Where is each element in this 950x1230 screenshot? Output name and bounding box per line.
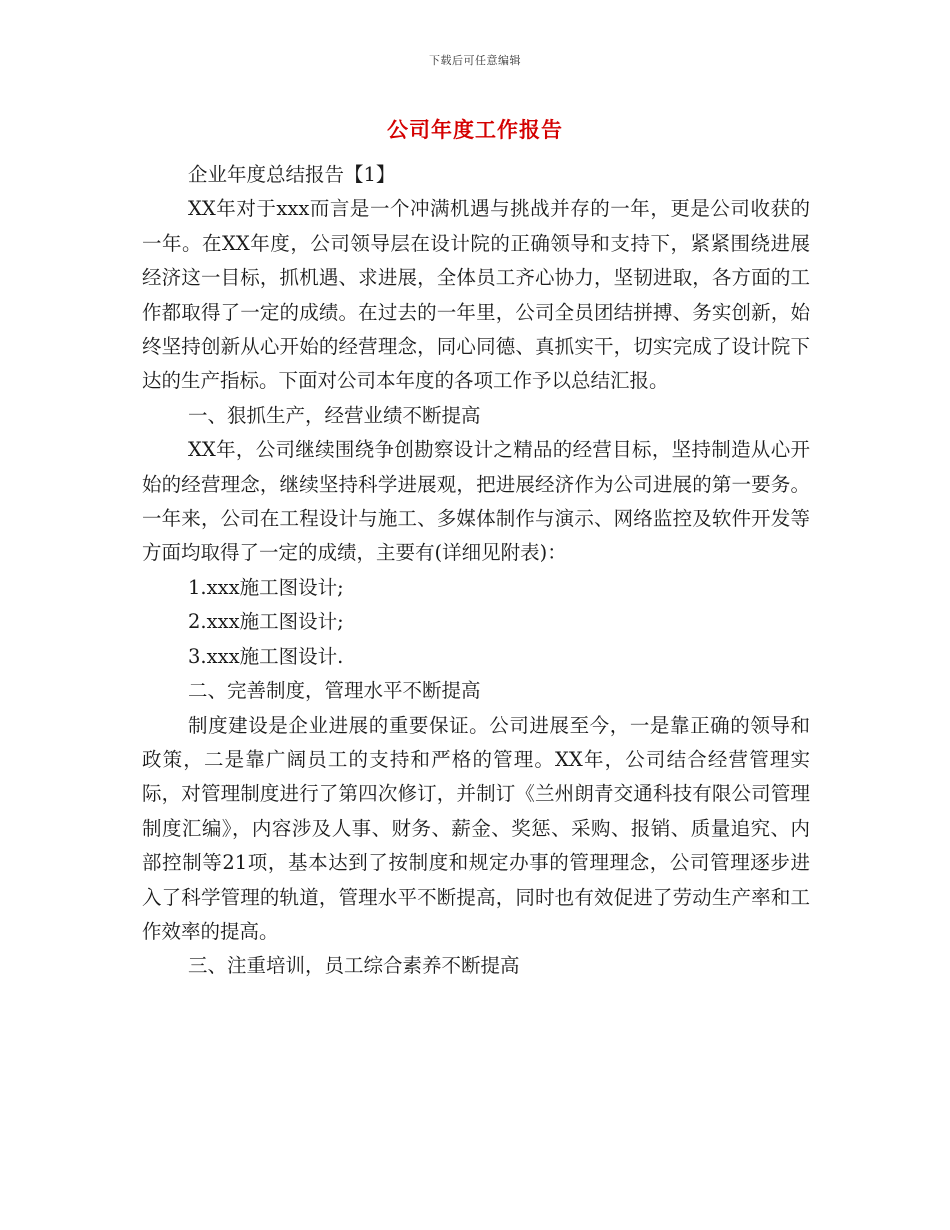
header-note: 下载后可任意编辑 xyxy=(429,54,521,67)
document-body xyxy=(142,158,810,984)
list-item-3: 3.xxx施工图设计. xyxy=(188,644,344,668)
subtitle-paragraph: 企业年度总结报告【1】 xyxy=(188,163,396,186)
section-heading-1: 一、狠抓生产，经营业绩不断提高 xyxy=(188,403,481,427)
intro-paragraph: XX年对于xxx而言是一个冲满机遇与挑战并存的一年，更是公司收获的一年。在XX年度，公司领导层在设计院的正确领导和支持下，紧紧围绕进展经济这一目标，抓机遇、求进展，全体员工齐心协力，坚韧进取，各方面的工作都取得了一定的成绩。在过去的一年里，公司全员团结拼搏、务实创新，始终坚持创新从心开始的经营理念，同心同德、真抓实干，切实完成了设计院下达的生产指标。下面对公司本年度的各项工作予以总结汇报。 xyxy=(142,197,810,393)
section-heading-3: 三、注重培训，员工综合素养不断提高 xyxy=(188,954,520,978)
section-1-paragraph: XX年，公司继续围绕争创勘察设计之精品的经营目标，坚持制造从心开始的经营理念，继续坚持科学进展观，把进展经济作为公司进展的第一要务。一年来，公司在工程设计与施工、多媒体制作与演示、网络监控及软件开发等方面均取得了一定的成绩，主要有(详细见附表)： xyxy=(142,438,810,565)
list-item-2: 2.xxx施工图设计; xyxy=(188,610,344,634)
document-title: 公司年度工作报告 xyxy=(387,117,563,142)
section-2-paragraph: 制度建设是企业进展的重要保证。公司进展至今，一是靠正确的领导和政策，二是靠广阔员工的支持和严格的管理。XX年，公司结合经营管理实际，对管理制度进行了第四次修订，并制订《兰州朗青交通科技有限公司管理制度汇编》，内容涉及人事、财务、薪金、奖惩、采购、报销、质量追究、内部控制等21项，基本达到了按制度和规定办事的管理理念，公司管理逐步进入了科学管理的轨道，管理水平不断提高，同时也有效促进了劳动生产率和工作效率的提高。 xyxy=(142,713,810,943)
list-item-1: 1.xxx施工图设计; xyxy=(188,575,344,599)
section-heading-2: 二、完善制度，管理水平不断提高 xyxy=(188,679,481,703)
